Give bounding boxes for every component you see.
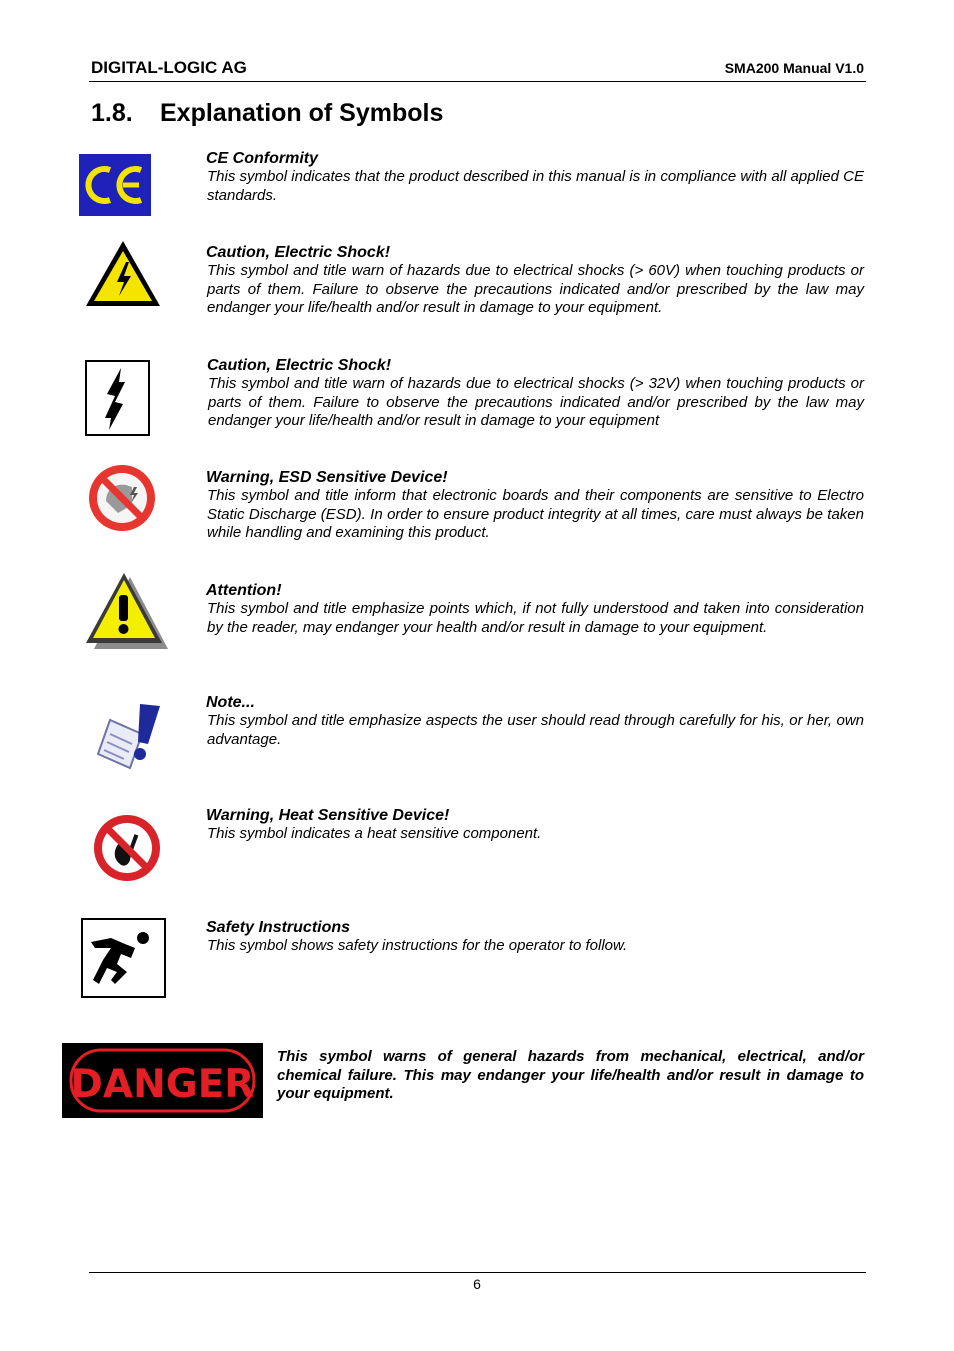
- symbol-title: Note...: [206, 694, 255, 711]
- symbol-entry-electric-shock-60v: [206, 243, 864, 318]
- danger-description: This symbol warns of general hazards from mechanical, electrical, and/or chemical failure. This may endanger your life/health and/or result in damage to your equipment.: [277, 1048, 864, 1102]
- symbol-title: Warning, Heat Sensitive Device!: [206, 807, 450, 824]
- symbol-title: Warning, ESD Sensitive Device!: [206, 469, 448, 486]
- symbol-title: CE Conformity: [206, 150, 318, 167]
- symbol-title: Caution, Electric Shock!: [207, 357, 392, 374]
- symbol-entry-attention: [206, 581, 864, 637]
- page-number: 6: [473, 1276, 481, 1292]
- symbol-description: This symbol and title warn of hazards due to electrical shocks (> 32V) when touching products or parts of them. Failure to observe the precautions indicated and/or prescribed by the law may endanger your life/health and/or result in damage to your equipment: [208, 375, 864, 429]
- heat-prohibited-icon: [92, 812, 162, 889]
- danger-label: DANGER: [70, 1062, 255, 1107]
- symbol-title: Caution, Electric Shock!: [206, 244, 391, 261]
- note-exclamation-icon: [94, 700, 164, 775]
- danger-sign-icon: [62, 1043, 263, 1123]
- symbol-description: This symbol and title emphasize aspects the user should read through carefully for his, or her, own advantage.: [207, 712, 864, 748]
- symbol-description: This symbol and title warn of hazards due to electrical shocks (> 60V) when touching products or parts of them. Failure to observe the precautions indicated and/or prescribed by the law may endanger your life/health and/or result in damage to your equipment.: [207, 262, 864, 316]
- symbol-entry-esd: [206, 468, 864, 543]
- symbol-title: Attention!: [206, 582, 282, 599]
- footer-divider: [89, 1272, 866, 1273]
- esd-prohibited-icon: [88, 461, 156, 542]
- exclamation-triangle-icon: [84, 571, 170, 658]
- section-heading: [91, 99, 443, 128]
- symbol-entry-note: [206, 693, 864, 749]
- manual-title: SMA200 Manual V1.0: [724, 60, 864, 76]
- header-divider: [89, 81, 866, 82]
- electric-shock-triangle-icon: [84, 238, 162, 315]
- symbol-description: This symbol and title inform that electronic boards and their components are sensitive to Electro Static Discharge (ESD). In order to ensure product integrity at all times, care must always be taken while handling and examining this product.: [207, 487, 864, 541]
- section-number: 1.8.: [91, 99, 133, 127]
- symbol-description: This symbol shows safety instructions for the operator to follow.: [207, 937, 628, 954]
- company-name: DIGITAL-LOGIC AG: [91, 58, 247, 77]
- falling-person-icon: [81, 918, 167, 1004]
- symbol-description: This symbol indicates that the product described in this manual is in compliance with all applied CE standards.: [207, 168, 864, 204]
- symbol-title: Safety Instructions: [206, 919, 351, 936]
- symbol-description: This symbol and title emphasize points which, if not fully understood and taken into consideration by the reader, may endanger your health and/or result in damage to your equipment.: [207, 600, 864, 636]
- symbol-entry-ce: [206, 149, 864, 205]
- symbol-description: This symbol indicates a heat sensitive component.: [207, 825, 542, 842]
- section-title: Explanation of Symbols: [160, 99, 444, 127]
- symbol-entry-electric-shock-32v: [207, 356, 864, 431]
- lightning-bolt-icon: [85, 360, 151, 441]
- symbol-entry-safety-instructions: [206, 918, 864, 956]
- symbol-entry-heat-sensitive: [206, 806, 864, 844]
- ce-mark-icon: [79, 154, 151, 221]
